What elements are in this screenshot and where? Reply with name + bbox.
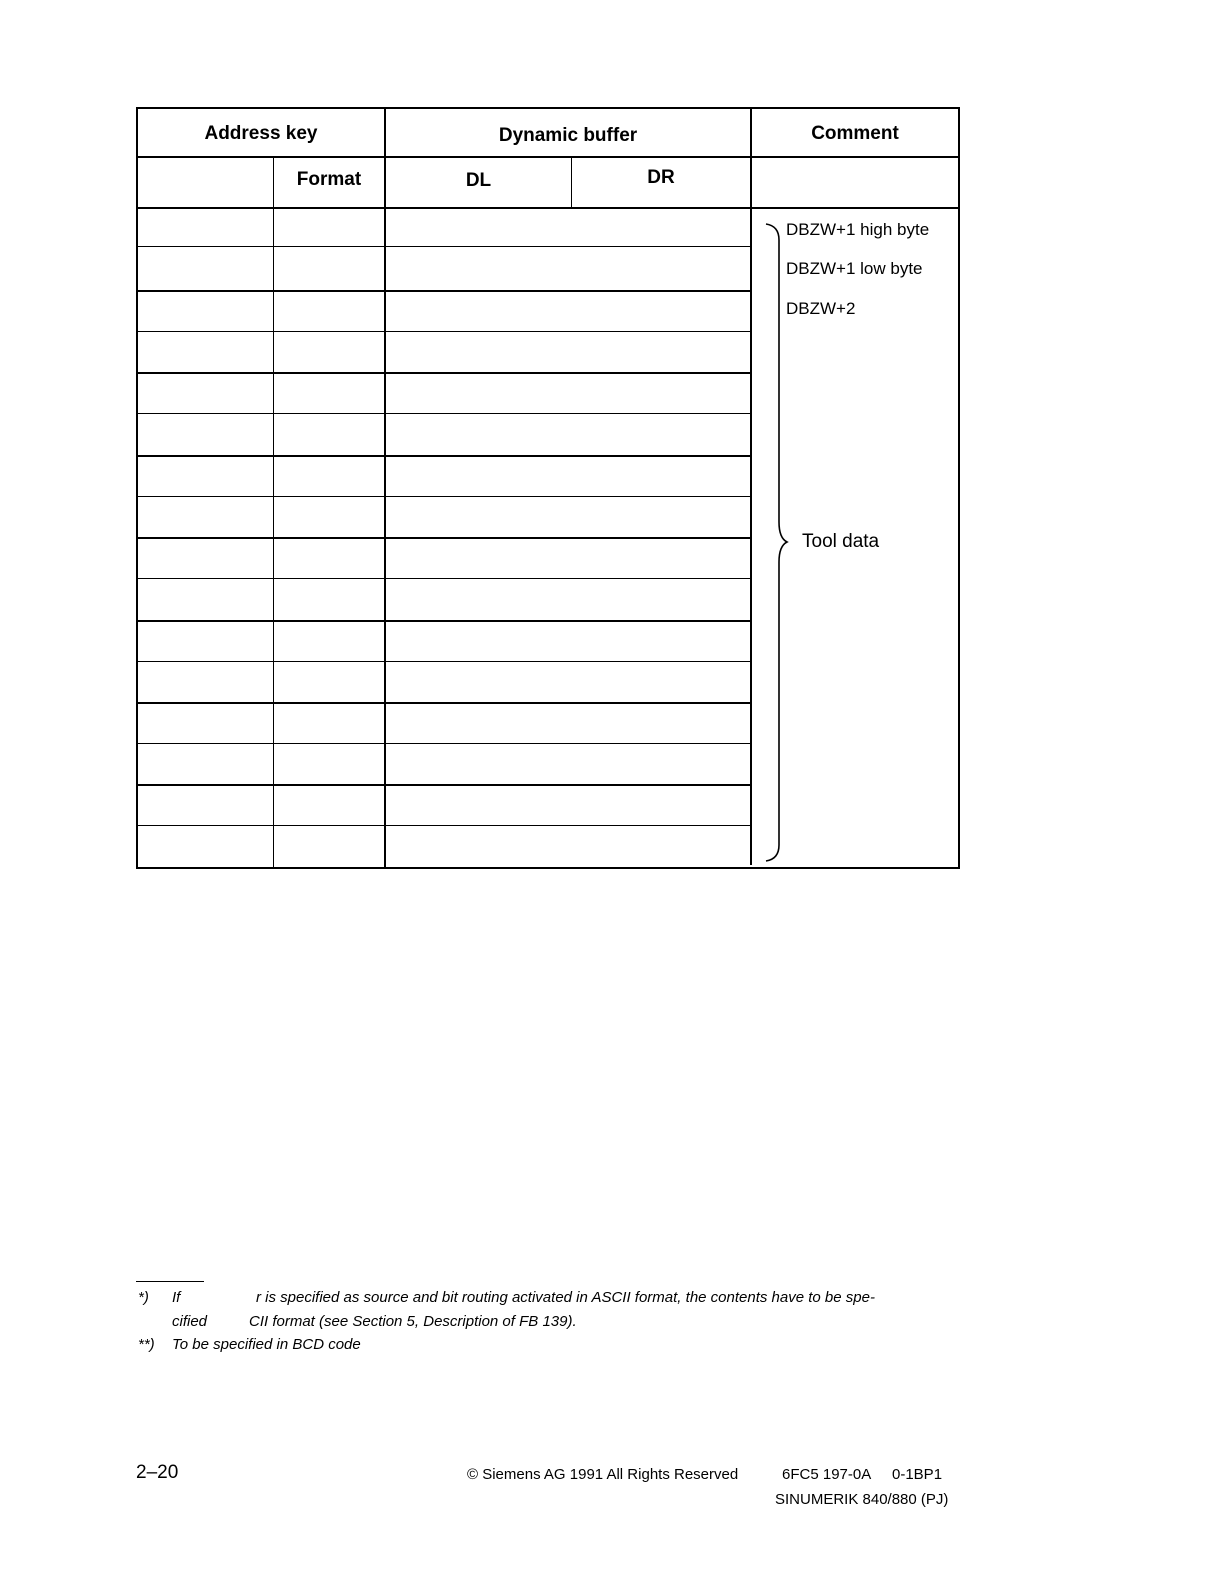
header-dl: DL (465, 170, 492, 191)
col-divider-format (384, 107, 386, 868)
header-divider-1 (136, 156, 960, 158)
row-line (137, 537, 751, 539)
brace-icon (760, 220, 800, 865)
row-line (137, 784, 751, 786)
comment-dbzw2: DBZW+2 (786, 299, 856, 318)
header-dr: DR (647, 167, 675, 188)
row-line (137, 743, 751, 744)
row-line (137, 578, 751, 579)
order-code: 6FC5 197-0A (782, 1466, 872, 1483)
row-line (137, 496, 751, 497)
footnote-1-text-b: r is specified as source and bit routing activated in ASCII format, the contents have to be spe- (256, 1289, 875, 1306)
table-border-left (136, 107, 138, 869)
order-suffix: 0-1BP1 (892, 1466, 943, 1483)
header-address-key: Address key (204, 123, 318, 144)
header-comment: Comment (811, 123, 899, 144)
comment-high-byte: DBZW+1 high byte (786, 220, 930, 239)
row-line (137, 825, 751, 826)
row-line (137, 246, 751, 247)
footnote-2-marker: **) (138, 1336, 155, 1353)
product-name: SINUMERIK 840/880 (PJ) (775, 1491, 949, 1508)
footnote-2-text: To be specified in BCD code (172, 1336, 361, 1353)
footnote-1-text-d: CII format (see Section 5, Description of FB 139). (249, 1313, 577, 1330)
row-line (137, 331, 751, 332)
copyright: © Siemens AG 1991 All Rights Reserved (467, 1466, 739, 1483)
comment-low-byte: DBZW+1 low byte (786, 259, 923, 278)
header-dynamic-buffer: Dynamic buffer (498, 125, 638, 146)
page-number: 2–20 (136, 1462, 179, 1483)
footnote-1-text-c: cified (172, 1313, 208, 1330)
comment-tool-data: Tool data (802, 531, 880, 552)
col-divider-address (273, 157, 274, 868)
footnote-rule (136, 1281, 204, 1282)
row-line (137, 290, 751, 292)
row-line (137, 455, 751, 457)
footnote-1-marker: *) (138, 1289, 149, 1306)
row-line (137, 661, 751, 662)
row-line (137, 702, 751, 704)
header-format: Format (296, 169, 362, 190)
header-divider-2 (136, 207, 960, 209)
row-line (137, 620, 751, 622)
row-line (137, 372, 751, 374)
table-border-right (958, 107, 960, 869)
row-line (137, 413, 751, 414)
footnote-1-text-a: If (172, 1289, 181, 1306)
table-border-bottom (136, 867, 960, 869)
col-divider-comment (750, 107, 752, 865)
table-border-top (136, 107, 960, 109)
